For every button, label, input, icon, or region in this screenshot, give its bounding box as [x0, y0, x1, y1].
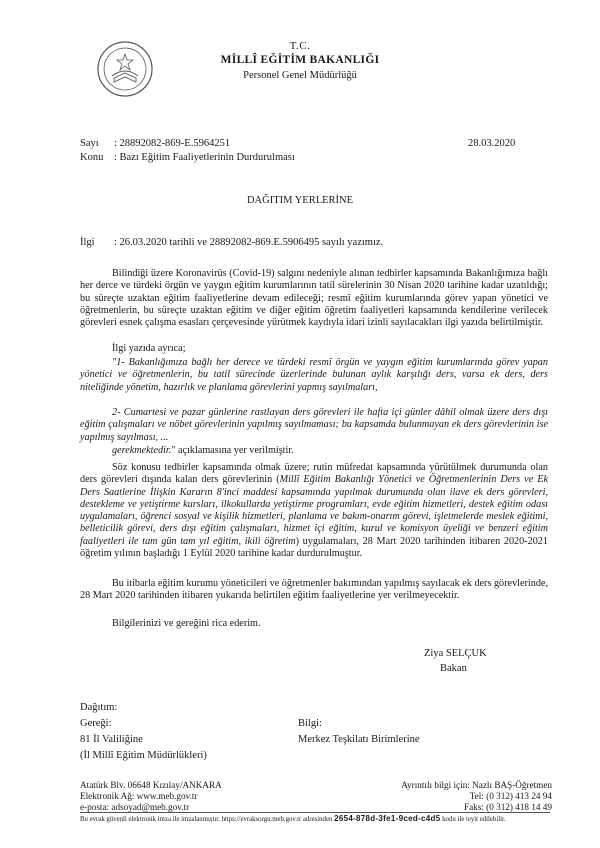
verification-end: kodu ile teyit edilebilir.	[442, 816, 506, 823]
header-tc: T.C.	[289, 40, 311, 52]
footer-tel: Tel: (0 312) 413 24 94	[469, 791, 552, 801]
bilgi-item-1: Merkez Teşkilatı Birimlerine	[298, 734, 420, 745]
gereği-item-2: (İl Millî Eğitim Müdürlükleri)	[80, 750, 207, 761]
footer-divider	[80, 812, 550, 813]
signer-name: Ziya SELÇUK	[424, 648, 487, 659]
header-ministry: MİLLÎ EĞİTİM BAKANLIĞI	[220, 54, 380, 66]
paragraph-3-start: Söz konusu tedbirler kapsamında olmak üzere; rutin müfredat kapsamında yürütülmek durumunda olan ders görevleri dışında kalan ders görevlerinin (	[80, 462, 548, 486]
verification-code: 2654-878d-3fe1-9ced-c4d5	[334, 814, 441, 823]
verification-text: Bu evrak güvenli elektronik imza ile imzalanmıştır. https://evraksorgu.meb.gov.tr adresinden	[80, 816, 333, 823]
gereği-item-1: 81 İl Valiliğine	[80, 734, 143, 745]
recipient-heading: DAĞITIM YERLERİNE	[246, 195, 354, 206]
ministry-logo	[96, 40, 154, 98]
ilgi-label: İlgi	[80, 237, 95, 248]
document-date: 28.03.2020	[468, 138, 516, 149]
konu-label: Konu	[80, 152, 104, 163]
paragraph-3-italic: Millî Eğitim Bakanlığı Yönetici ve Öğretmenlerinin Ders ve Ek Ders Saatlerine İlişkin Kararın 8'inci maddesi kapsamında yapılmak durumunda olan ilave ek ders görevleri, destekleme ve yetiştirme kursları, ilkokullarda yetiştirme programları, evde eğitim hizmetleri, destek eğitim odası uygulamaları, öğrenci sosyal ve kişilik hizmetleri, planlama ve bakım-onarım görevi, işletmelerde meslek eğitimi, belleticilik görevi, ders dışı eğitim çalışmaları, hizmet içi eğitim, kurul ve komisyon üyeliği ve benzeri eğitim faaliyetleri ile tam gün tam yıl eğitim, ikili öğretim	[80, 474, 548, 547]
paragraph-5: Bilgilerinizi ve gereğini rica ederim.	[112, 618, 261, 629]
verification-line	[80, 814, 550, 823]
footer-fax: Faks: (0 312) 418 14 49	[463, 802, 552, 812]
footer-contact: Ayrıntılı bilgi için: Nazlı BAŞ-Öğretmen	[401, 780, 552, 790]
footer-web[interactable]: Elektronik Ağ: www.meb.gov.tr	[80, 791, 198, 801]
konu-value: : Bazı Eğitim Faaliyetlerinin Durdurulması	[114, 152, 295, 163]
ilgi-row	[80, 237, 383, 248]
paragraph-4: Bu itibarla eğitim kurumu yöneticileri ve öğretmenler bakımından yapılmış sayılacak ek ders görevlerinde, 28 Mart 2020 tarihinden itibaren yukarıda belirtilen eğitim faaliyetlerine yer verilmeyecektir.	[80, 578, 548, 602]
footer-email[interactable]: e-posta: adsoyad@meb.gov.tr	[80, 802, 190, 812]
quote-item-1: "1- Bakanlığımıza bağlı her derece ve türdeki resmî örgün ve yaygın eğitim kurumlarında görev yapan yönetici ve öğretmenlerin, bu tatil sürecinde üzerlerinde bulunan aylık karşılığı ders, varsa ek ders, ders niteliğinde yönetim, hazırlık ve planlama görevlerini yapmış sayılmaları,	[80, 357, 548, 393]
sayi-row	[80, 138, 230, 149]
gereği-label: Gereği:	[80, 718, 112, 729]
paragraph-1: Bilindiği üzere Koronavirüs (Covid-19) salgını nedeniyle alınan tedbirler kapsamında Bakanlığımıza bağlı her derce ve türdeki örgün ve yaygın eğitim kurumlarının tatil sürelerinin 30 Nisan 2020 tarihine kadar uzatıldığı; bu süreçte uzaktan eğitim faaliyetlerine devam edileceği; resmî eğitim kurumlarında görev yapan yönetici ve öğretmenlerin, bu süreçte uzaktan eğitim ve diğer eğitim öğretim faaliyetleri kapsamında kendilerine verilecek görevleri esnek çalışma esasları çerçevesinde yürütmek kaydıyla idari izinli sayılacakları ilgi yazıda belirtilmiştir.	[80, 268, 548, 329]
quote-end-text: " açıklamasına yer verilmiştir.	[171, 445, 294, 456]
sayi-label: Sayı	[80, 138, 99, 149]
quote-item-2: 2- Cumartesi ve pazar günlerine rastlayan ders görevleri ile hafta içi günler dâhil olmak üzere ders dışı eğitim çalışmaları ve nöbet görevlerinin yapılmış sayılmaması; bu kapsamda bulunmayan ek ders görevlerinin ise yapılmış sayılması, ...	[80, 407, 548, 443]
footer-address: Atatürk Blv. 06648 Kızılay/ANKARA	[80, 780, 222, 790]
konu-row	[80, 152, 295, 163]
bilgi-label: Bilgi:	[298, 718, 322, 729]
paragraph-2: İlgi yazıda ayrıca;	[112, 343, 186, 354]
sayi-value: : 28892082-869-E.5964251	[114, 138, 231, 149]
header-directorate: Personel Genel Müdürlüğü	[243, 70, 357, 81]
distribution-title: Dağıtım:	[80, 702, 118, 713]
ilgi-value: : 26.03.2020 tarihli ve 28892082-869.E.5906495 sayılı yazımız.	[114, 237, 384, 248]
paragraph-3	[80, 462, 548, 560]
quote-end	[80, 445, 548, 457]
paragraph-3-end: ) uygulamaları, 28 Mart 2020 tarihinden itibaren 2020-2021 öğretim yılının başladığı 1 Eylül 2020 tarihine kadar durdurulmuştur.	[80, 535, 548, 560]
quote-end-italic: gerekmektedir.	[112, 445, 172, 456]
signer-title: Bakan	[440, 663, 467, 674]
